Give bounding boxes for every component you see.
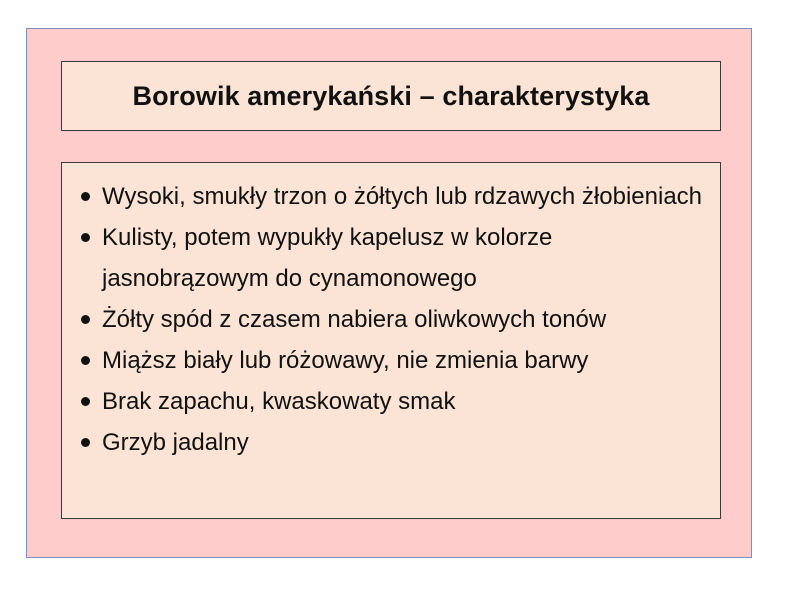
characteristics-list	[62, 163, 720, 463]
bullet-icon	[81, 233, 90, 242]
bullet-icon	[81, 356, 90, 365]
list-item-text: Grzyb jadalny	[102, 429, 249, 456]
slide-title: Borowik amerykański – charakterystyka	[132, 80, 650, 111]
bullet-icon	[81, 438, 90, 447]
bullet-icon	[81, 315, 90, 324]
list-item-text: Żółty spód z czasem nabiera oliwkowych tonów	[102, 306, 607, 333]
list-item	[81, 299, 706, 340]
list-item-text: Wysoki, smukły trzon o żółtych lub rdzawych żłobieniach	[102, 183, 703, 210]
bullet-icon	[81, 192, 90, 201]
list-item-text: Kulisty, potem wypukły kapelusz w kolorze jasnobrązowym do cynamonowego	[102, 224, 553, 292]
list-item	[81, 340, 706, 381]
list-item-text: Miąższ biały lub różowawy, nie zmienia barwy	[102, 347, 589, 374]
list-item	[81, 176, 706, 217]
title-box	[61, 61, 721, 131]
list-item	[81, 422, 706, 463]
list-item-text: Brak zapachu, kwaskowaty smak	[102, 388, 456, 415]
list-item	[81, 217, 706, 299]
slide-panel	[26, 28, 752, 558]
characteristics-box	[61, 162, 721, 519]
list-item	[81, 381, 706, 422]
bullet-icon	[81, 397, 90, 406]
